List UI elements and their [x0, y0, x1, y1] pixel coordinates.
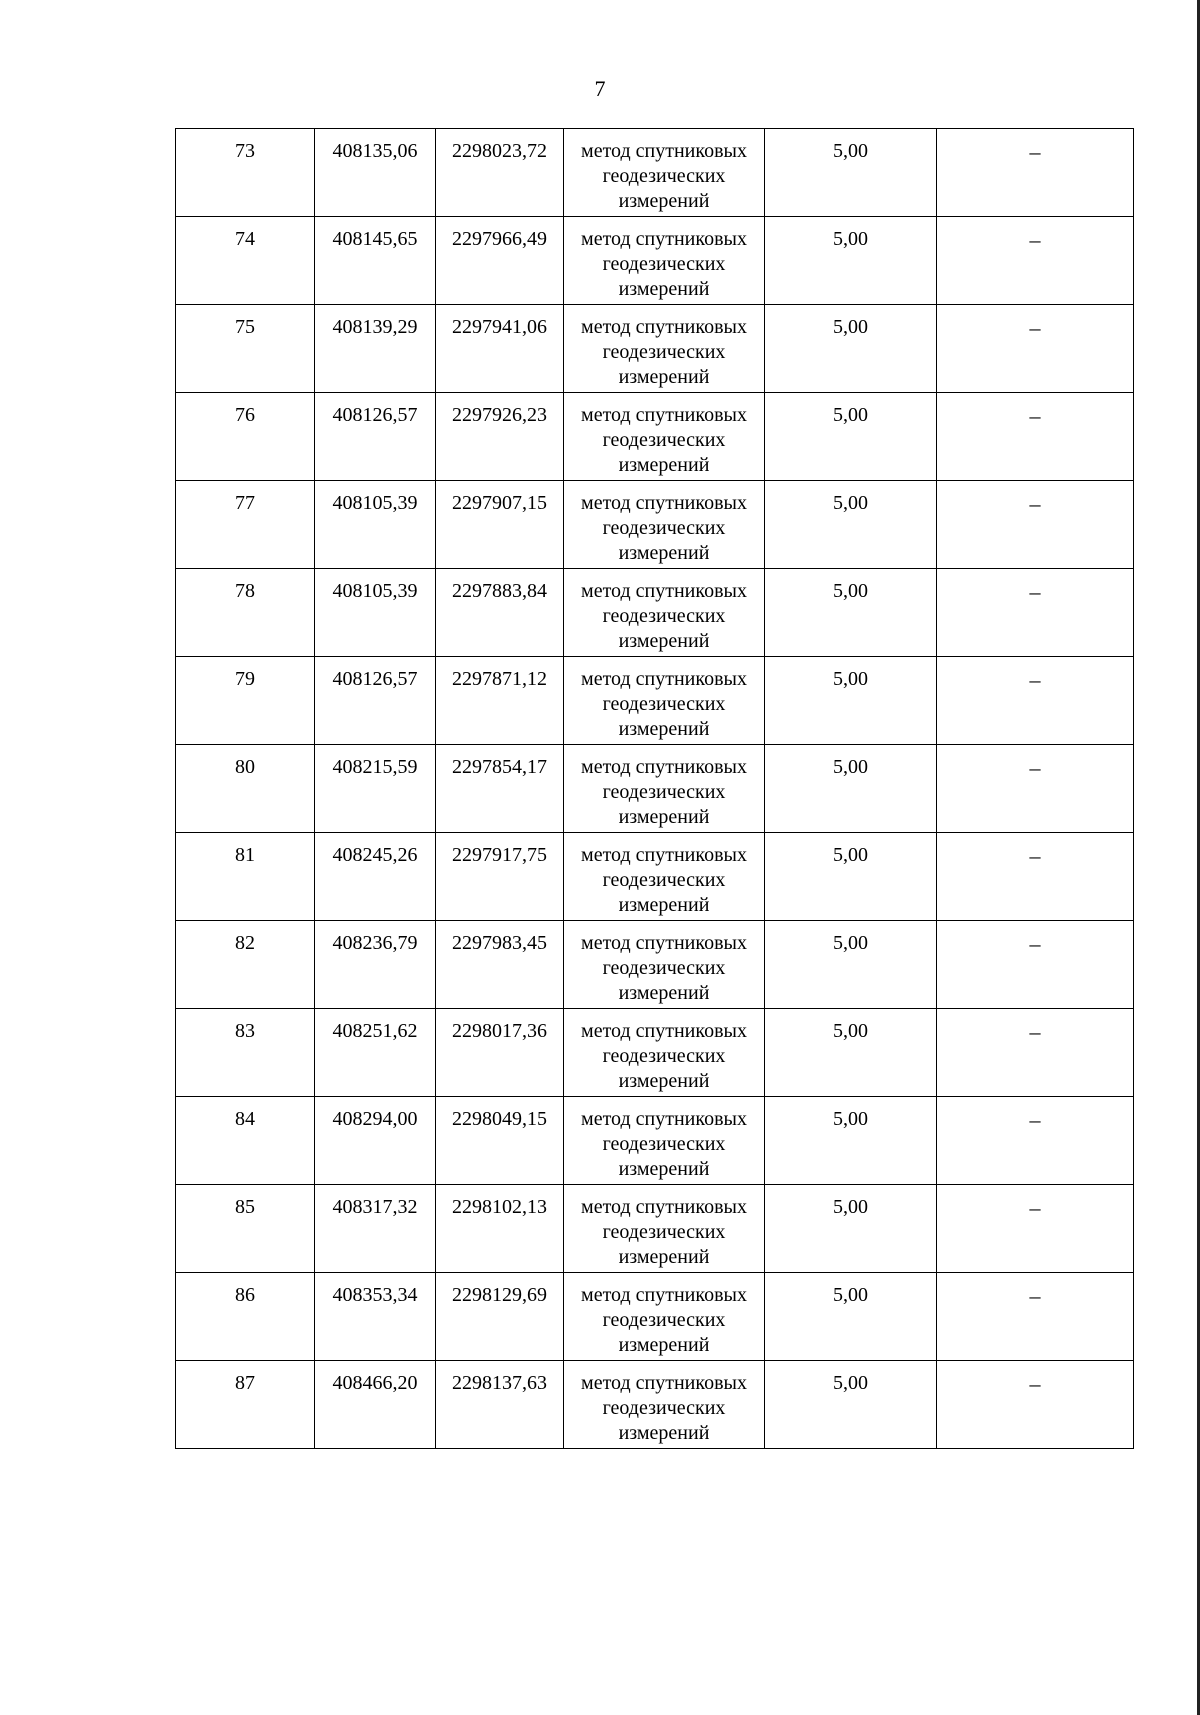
- y-coordinate-cell: 2297941,06: [436, 305, 564, 393]
- point-number-cell: 82: [176, 921, 315, 1009]
- accuracy-cell: 5,00: [765, 1273, 937, 1361]
- x-coordinate-cell: 408236,79: [315, 921, 436, 1009]
- method-cell: метод спутниковых геодезических измерений: [564, 569, 765, 657]
- point-number-cell: 73: [176, 129, 315, 217]
- y-coordinate-cell: 2298129,69: [436, 1273, 564, 1361]
- accuracy-cell: 5,00: [765, 1009, 937, 1097]
- table-row: [176, 1097, 1134, 1185]
- y-coordinate-cell: 2297871,12: [436, 657, 564, 745]
- note-cell: –: [937, 481, 1134, 569]
- x-coordinate-cell: 408353,34: [315, 1273, 436, 1361]
- x-coordinate-cell: 408215,59: [315, 745, 436, 833]
- y-coordinate-cell: 2298017,36: [436, 1009, 564, 1097]
- table-row: [176, 1361, 1134, 1449]
- note-cell: –: [937, 569, 1134, 657]
- y-coordinate-cell: 2297883,84: [436, 569, 564, 657]
- x-coordinate-cell: 408139,29: [315, 305, 436, 393]
- note-cell: –: [937, 129, 1134, 217]
- table-row: [176, 1185, 1134, 1273]
- x-coordinate-cell: 408466,20: [315, 1361, 436, 1449]
- accuracy-cell: 5,00: [765, 833, 937, 921]
- method-cell: метод спутниковых геодезических измерений: [564, 1097, 765, 1185]
- y-coordinate-cell: 2297983,45: [436, 921, 564, 1009]
- x-coordinate-cell: 408126,57: [315, 393, 436, 481]
- table-row: [176, 569, 1134, 657]
- accuracy-cell: 5,00: [765, 305, 937, 393]
- point-number-cell: 81: [176, 833, 315, 921]
- note-cell: –: [937, 393, 1134, 481]
- table-row: [176, 745, 1134, 833]
- table-row: [176, 1009, 1134, 1097]
- accuracy-cell: 5,00: [765, 129, 937, 217]
- point-number-cell: 80: [176, 745, 315, 833]
- note-cell: –: [937, 305, 1134, 393]
- table-row: [176, 217, 1134, 305]
- accuracy-cell: 5,00: [765, 1361, 937, 1449]
- point-number-cell: 74: [176, 217, 315, 305]
- table-row: [176, 1273, 1134, 1361]
- method-cell: метод спутниковых геодезических измерений: [564, 745, 765, 833]
- method-cell: метод спутниковых геодезических измерений: [564, 1009, 765, 1097]
- table-body: [176, 129, 1134, 1449]
- y-coordinate-cell: 2298023,72: [436, 129, 564, 217]
- x-coordinate-cell: 408105,39: [315, 481, 436, 569]
- y-coordinate-cell: 2297926,23: [436, 393, 564, 481]
- accuracy-cell: 5,00: [765, 745, 937, 833]
- y-coordinate-cell: 2298102,13: [436, 1185, 564, 1273]
- method-cell: метод спутниковых геодезических измерений: [564, 129, 765, 217]
- table-row: [176, 921, 1134, 1009]
- y-coordinate-cell: 2297907,15: [436, 481, 564, 569]
- point-number-cell: 85: [176, 1185, 315, 1273]
- x-coordinate-cell: 408145,65: [315, 217, 436, 305]
- accuracy-cell: 5,00: [765, 657, 937, 745]
- table-row: [176, 393, 1134, 481]
- accuracy-cell: 5,00: [765, 481, 937, 569]
- accuracy-cell: 5,00: [765, 921, 937, 1009]
- point-number-cell: 84: [176, 1097, 315, 1185]
- accuracy-cell: 5,00: [765, 1097, 937, 1185]
- accuracy-cell: 5,00: [765, 569, 937, 657]
- method-cell: метод спутниковых геодезических измерений: [564, 1185, 765, 1273]
- y-coordinate-cell: 2297917,75: [436, 833, 564, 921]
- y-coordinate-cell: 2298137,63: [436, 1361, 564, 1449]
- point-number-cell: 75: [176, 305, 315, 393]
- note-cell: –: [937, 921, 1134, 1009]
- x-coordinate-cell: 408317,32: [315, 1185, 436, 1273]
- table-row: [176, 657, 1134, 745]
- note-cell: –: [937, 1097, 1134, 1185]
- coordinates-table: [175, 128, 1134, 1449]
- method-cell: метод спутниковых геодезических измерений: [564, 833, 765, 921]
- note-cell: –: [937, 1185, 1134, 1273]
- x-coordinate-cell: 408135,06: [315, 129, 436, 217]
- method-cell: метод спутниковых геодезических измерений: [564, 921, 765, 1009]
- accuracy-cell: 5,00: [765, 393, 937, 481]
- method-cell: метод спутниковых геодезических измерений: [564, 1361, 765, 1449]
- point-number-cell: 83: [176, 1009, 315, 1097]
- point-number-cell: 86: [176, 1273, 315, 1361]
- note-cell: –: [937, 217, 1134, 305]
- y-coordinate-cell: 2297854,17: [436, 745, 564, 833]
- y-coordinate-cell: 2298049,15: [436, 1097, 564, 1185]
- table-row: [176, 129, 1134, 217]
- note-cell: –: [937, 657, 1134, 745]
- x-coordinate-cell: 408126,57: [315, 657, 436, 745]
- method-cell: метод спутниковых геодезических измерений: [564, 217, 765, 305]
- x-coordinate-cell: 408294,00: [315, 1097, 436, 1185]
- point-number-cell: 77: [176, 481, 315, 569]
- x-coordinate-cell: 408245,26: [315, 833, 436, 921]
- note-cell: –: [937, 1273, 1134, 1361]
- method-cell: метод спутниковых геодезических измерений: [564, 657, 765, 745]
- table-row: [176, 833, 1134, 921]
- accuracy-cell: 5,00: [765, 217, 937, 305]
- table-row: [176, 305, 1134, 393]
- point-number-cell: 87: [176, 1361, 315, 1449]
- table-row: [176, 481, 1134, 569]
- point-number-cell: 78: [176, 569, 315, 657]
- page-number: 7: [594, 76, 606, 101]
- note-cell: –: [937, 1361, 1134, 1449]
- x-coordinate-cell: 408251,62: [315, 1009, 436, 1097]
- method-cell: метод спутниковых геодезических измерений: [564, 481, 765, 569]
- note-cell: –: [937, 745, 1134, 833]
- accuracy-cell: 5,00: [765, 1185, 937, 1273]
- note-cell: –: [937, 1009, 1134, 1097]
- method-cell: метод спутниковых геодезических измерений: [564, 393, 765, 481]
- method-cell: метод спутниковых геодезических измерений: [564, 1273, 765, 1361]
- x-coordinate-cell: 408105,39: [315, 569, 436, 657]
- note-cell: –: [937, 833, 1134, 921]
- point-number-cell: 79: [176, 657, 315, 745]
- point-number-cell: 76: [176, 393, 315, 481]
- y-coordinate-cell: 2297966,49: [436, 217, 564, 305]
- method-cell: метод спутниковых геодезических измерений: [564, 305, 765, 393]
